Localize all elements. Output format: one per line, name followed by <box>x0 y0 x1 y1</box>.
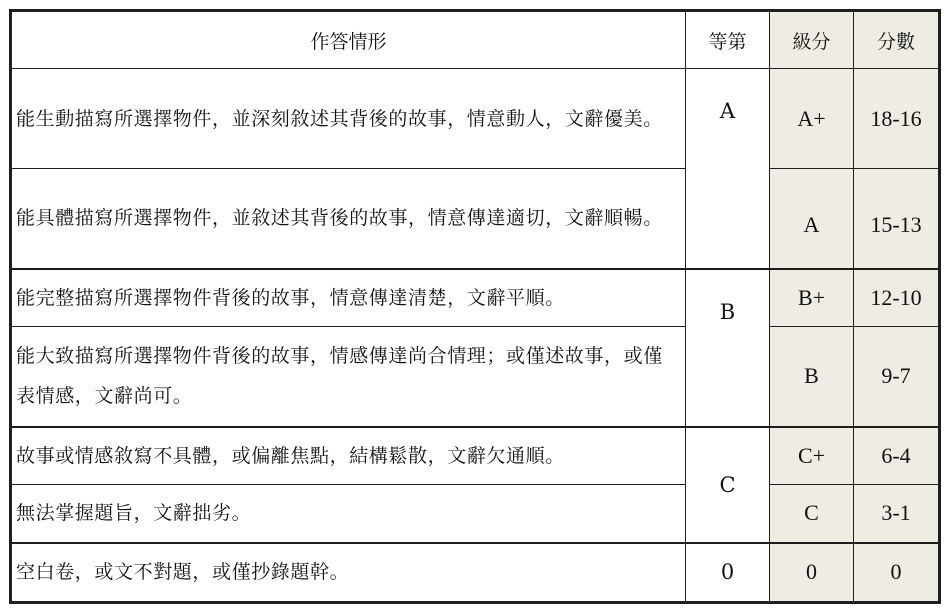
row-description: 能大致描寫所選擇物件背後的故事，情感傳達尚合情理；或僅述故事，或僅表情感，文辭尚可。 <box>11 327 686 427</box>
table-row <box>11 327 940 427</box>
scoring-rubric-table <box>9 9 941 604</box>
level-cell: B <box>770 327 854 427</box>
header-score: 分數 <box>854 11 940 69</box>
table-row <box>11 269 940 327</box>
grade-cell: 0 <box>686 543 770 603</box>
level-cell: C <box>770 485 854 543</box>
score-cell: 18-16 <box>854 69 940 169</box>
level-cell: B+ <box>770 269 854 327</box>
header-level: 級分 <box>770 11 854 69</box>
row-description: 空白卷，或文不對題，或僅抄錄題幹。 <box>11 543 686 603</box>
level-cell: C+ <box>770 427 854 485</box>
header-grade: 等第 <box>686 11 770 69</box>
row-description: 能完整描寫所選擇物件背後的故事，情意傳達清楚，文辭平順。 <box>11 269 686 327</box>
grade-cell: B <box>686 269 770 427</box>
row-description: 能生動描寫所選擇物件，並深刻敘述其背後的故事，情意動人，文辭優美。 <box>11 69 686 169</box>
score-cell: 12-10 <box>854 269 940 327</box>
table-row <box>11 69 940 169</box>
level-cell: A <box>770 169 854 269</box>
row-description: 無法掌握題旨，文辭拙劣。 <box>11 485 686 543</box>
score-cell: 6-4 <box>854 427 940 485</box>
score-cell: 9-7 <box>854 327 940 427</box>
score-cell: 15-13 <box>854 169 940 269</box>
table-row <box>11 169 940 269</box>
table-row <box>11 485 940 543</box>
grade-cell: A <box>686 69 770 269</box>
row-description: 能具體描寫所選擇物件，並敘述其背後的故事，情意傳達適切，文辭順暢。 <box>11 169 686 269</box>
table-row <box>11 427 940 485</box>
header-description: 作答情形 <box>11 11 686 69</box>
grade-cell: C <box>686 427 770 543</box>
score-cell: 3-1 <box>854 485 940 543</box>
level-cell: A+ <box>770 69 854 169</box>
level-cell: 0 <box>770 543 854 603</box>
header-row <box>11 11 940 69</box>
score-cell: 0 <box>854 543 940 603</box>
table-row <box>11 543 940 603</box>
row-description: 故事或情感敘寫不具體，或偏離焦點，結構鬆散，文辭欠通順。 <box>11 427 686 485</box>
